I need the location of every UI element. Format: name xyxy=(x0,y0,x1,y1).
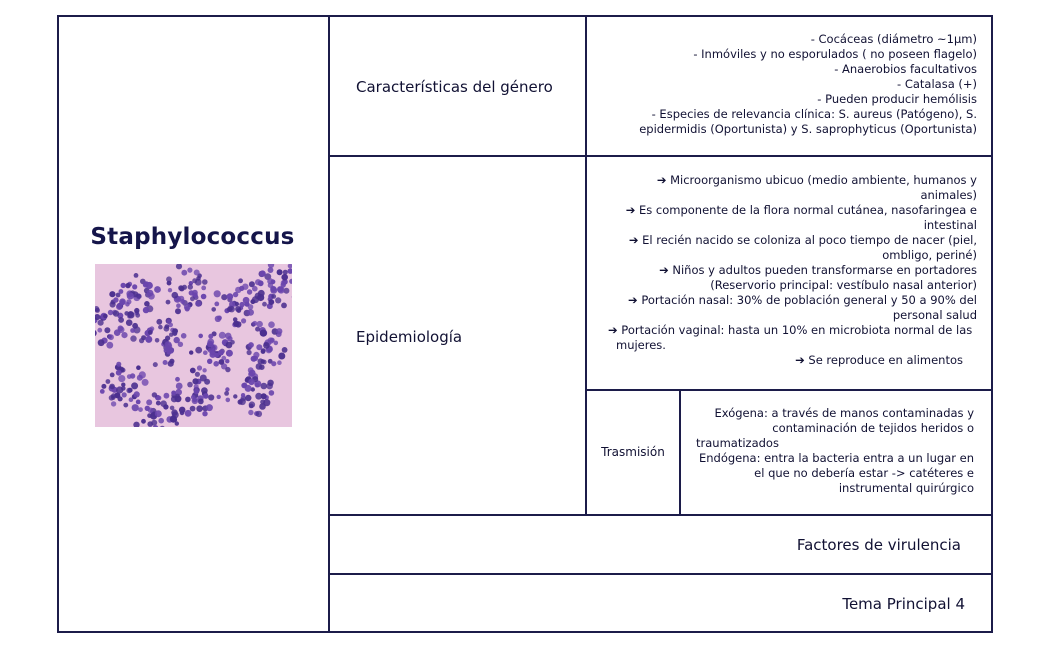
divider-row-3 xyxy=(328,514,993,516)
divider-row-4 xyxy=(328,573,993,575)
main-title: Staphylococcus xyxy=(90,224,295,250)
trasmision-text: Exógena: a través de manos contaminadas y contaminación de tejidos heridos o traumatizados Endógena: entra la bacteria entra a un lugar en el que no debería estar -> catéteres e instrumental quirúrgico xyxy=(696,406,974,495)
microscopy-image xyxy=(95,264,292,427)
caracteristicas-text: - Cocáceas (diámetro ~1μm) - Inmóviles y no esporulados ( no poseen flagelo) - Anaerobios facultativos - Catalasa (+) - Pueden producir hemólisis - Especies de relevancia clínica: S. aureus (Patógeno), S. epidermidis (Oportunista) y S. saprophyticus (Oportunista) xyxy=(639,32,977,136)
divider-left-column xyxy=(328,15,330,633)
divider-row-2 xyxy=(586,389,993,391)
divider-mid-column xyxy=(585,15,587,515)
divider-row-1 xyxy=(328,155,993,157)
divider-trasmision xyxy=(679,389,681,515)
factores-label: Factores de virulencia xyxy=(796,536,961,554)
trasmision-label: Trasmisión xyxy=(601,445,665,459)
epidemiologia-text: ➔ Microorganismo ubicuo (medio ambiente, humanos y animales) ➔ Es componente de la flora normal cutánea, nasofaringea e intestinal ➔ El recién nacido se coloniza al poco tiempo de nacer (piel, ombligo, periné) ➔ Niños y adultos pueden transformarse en portadores (Reservorio principal: vestíbulo nasal anterior) ➔ Portación nasal: 30% de población general y 50 a 90% del personal salud ➔ Portación vaginal: hasta un 10% en microbiota normal de las mujeres. ➔ Se reproduce en alimentos xyxy=(608,173,977,367)
tema-label: Tema Principal 4 xyxy=(842,595,965,613)
epidemiologia-label: Epidemiología xyxy=(356,328,463,346)
caracteristicas-label: Características del género xyxy=(356,78,553,96)
